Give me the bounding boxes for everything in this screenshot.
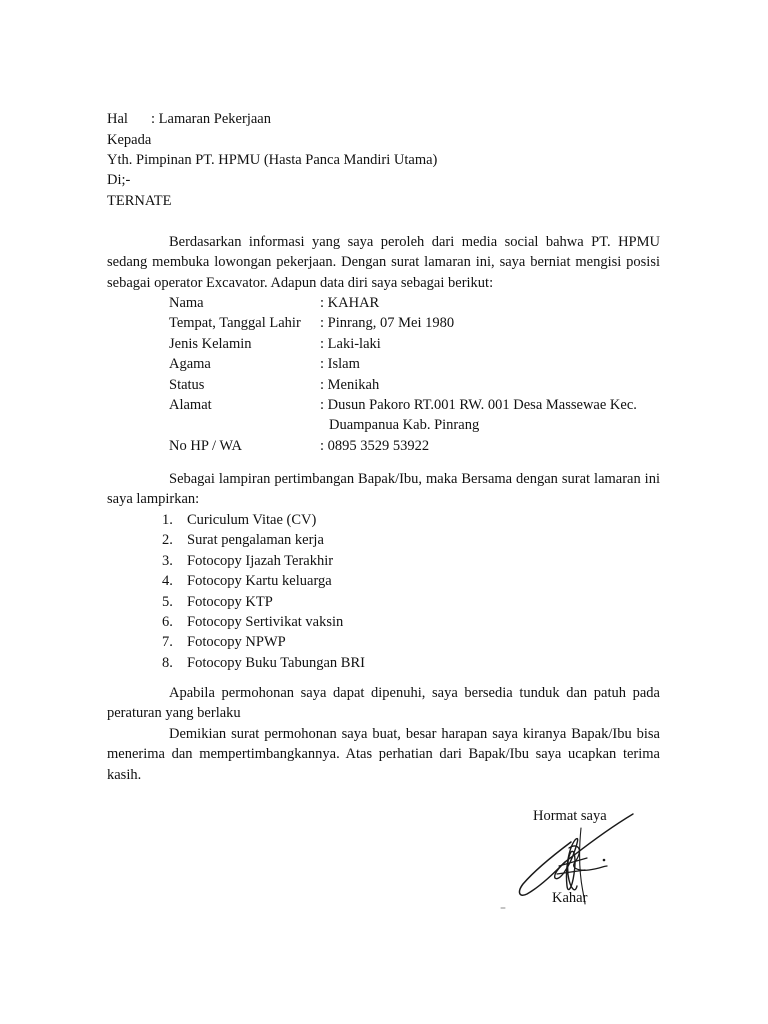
list-item: 5. Fotocopy KTP: [162, 593, 273, 610]
data-row-jenis-kelamin: [169, 334, 637, 354]
intro-text: Berdasarkan informasi yang saya peroleh dari media social bahwa PT. HPMU sedang membuka lowongan pekerjaan. Dengan surat lamaran ini, saya berniat mengisi posisi sebagai operator Excavator. Adapun data diri saya sebagai berikut:: [107, 234, 660, 291]
addressee-kepada: Kepada: [107, 132, 152, 148]
recipient-city: TERNATE: [107, 193, 172, 209]
closing-text-1: Apabila permohonan saya dapat dipenuhi, saya bersedia tunduk dan patuh pada peraturan yang berlaku: [107, 685, 660, 722]
attachment-list: [162, 510, 365, 673]
data-label: Alamat: [169, 397, 212, 414]
signature-name: Kahar: [552, 890, 588, 906]
recipient-line: Yth. Pimpinan PT. HPMU (Hasta Panca Mandiri Utama): [107, 152, 438, 168]
list-item: 2. Surat pengalaman kerja: [162, 532, 324, 549]
intro-paragraph: [107, 232, 660, 293]
data-row-status: [169, 375, 637, 395]
data-row-nama: [169, 293, 637, 313]
data-label: Agama: [169, 356, 211, 373]
attachment-intro-text: Sebagai lampiran pertimbangan Bapak/Ibu, maka Bersama dengan surat lamaran ini saya lampirkan:: [107, 471, 660, 508]
data-label: Tempat, Tanggal Lahir: [169, 315, 301, 332]
data-row-agama: [169, 354, 637, 374]
subject-value: : Lamaran Pekerjaan: [151, 111, 271, 127]
signature-greeting: Hormat saya: [533, 808, 607, 824]
data-label: Status: [169, 376, 205, 393]
list-item: 1. Curiculum Vitae (CV): [162, 512, 317, 528]
data-value: : 0895 3529 53922: [320, 437, 430, 454]
data-value: : Laki-laki: [320, 335, 381, 352]
data-value: Duampanua Kab. Pinrang: [329, 417, 480, 434]
list-item: 6. Fotocopy Sertivikat vaksin: [162, 614, 344, 631]
subject-line: [107, 109, 271, 129]
list-item: 8. Fotocopy Buku Tabungan BRI: [162, 654, 365, 671]
subject-label: Hal: [107, 111, 128, 127]
closing-text-2: Demikian surat permohonan saya buat, besar harapan saya kiranya Bapak/Ibu bisa menerima dan mempertimbangkannya. Atas perhatian dari Bapak/Ibu saya ucapkan terima kasih.: [107, 726, 660, 783]
data-row-alamat-cont: [169, 415, 637, 435]
data-label: Jenis Kelamin: [169, 335, 252, 352]
personal-data-table: [169, 293, 637, 456]
data-value: : Pinrang, 07 Mei 1980: [320, 315, 455, 332]
data-value: : Menikah: [320, 376, 380, 393]
data-value: : KAHAR: [320, 295, 380, 311]
list-item: 3. Fotocopy Ijazah Terakhir: [162, 552, 334, 569]
data-row-alamat: [169, 395, 637, 415]
attachment-intro-paragraph: [107, 469, 660, 510]
list-item: 7. Fotocopy NPWP: [162, 634, 286, 651]
closing-paragraph-1: [107, 683, 660, 724]
data-value: : Islam: [320, 356, 360, 373]
list-item: 4. Fotocopy Kartu keluarga: [162, 573, 332, 590]
location-prefix: Di;-: [107, 172, 131, 188]
data-row-phone: [169, 436, 637, 456]
data-row-ttl: [169, 313, 637, 333]
data-label: Nama: [169, 295, 204, 311]
closing-paragraph-2: [107, 724, 660, 785]
data-label: No HP / WA: [169, 437, 242, 454]
data-value: : Dusun Pakoro RT.001 RW. 001 Desa Massewae Kec.: [320, 397, 637, 414]
